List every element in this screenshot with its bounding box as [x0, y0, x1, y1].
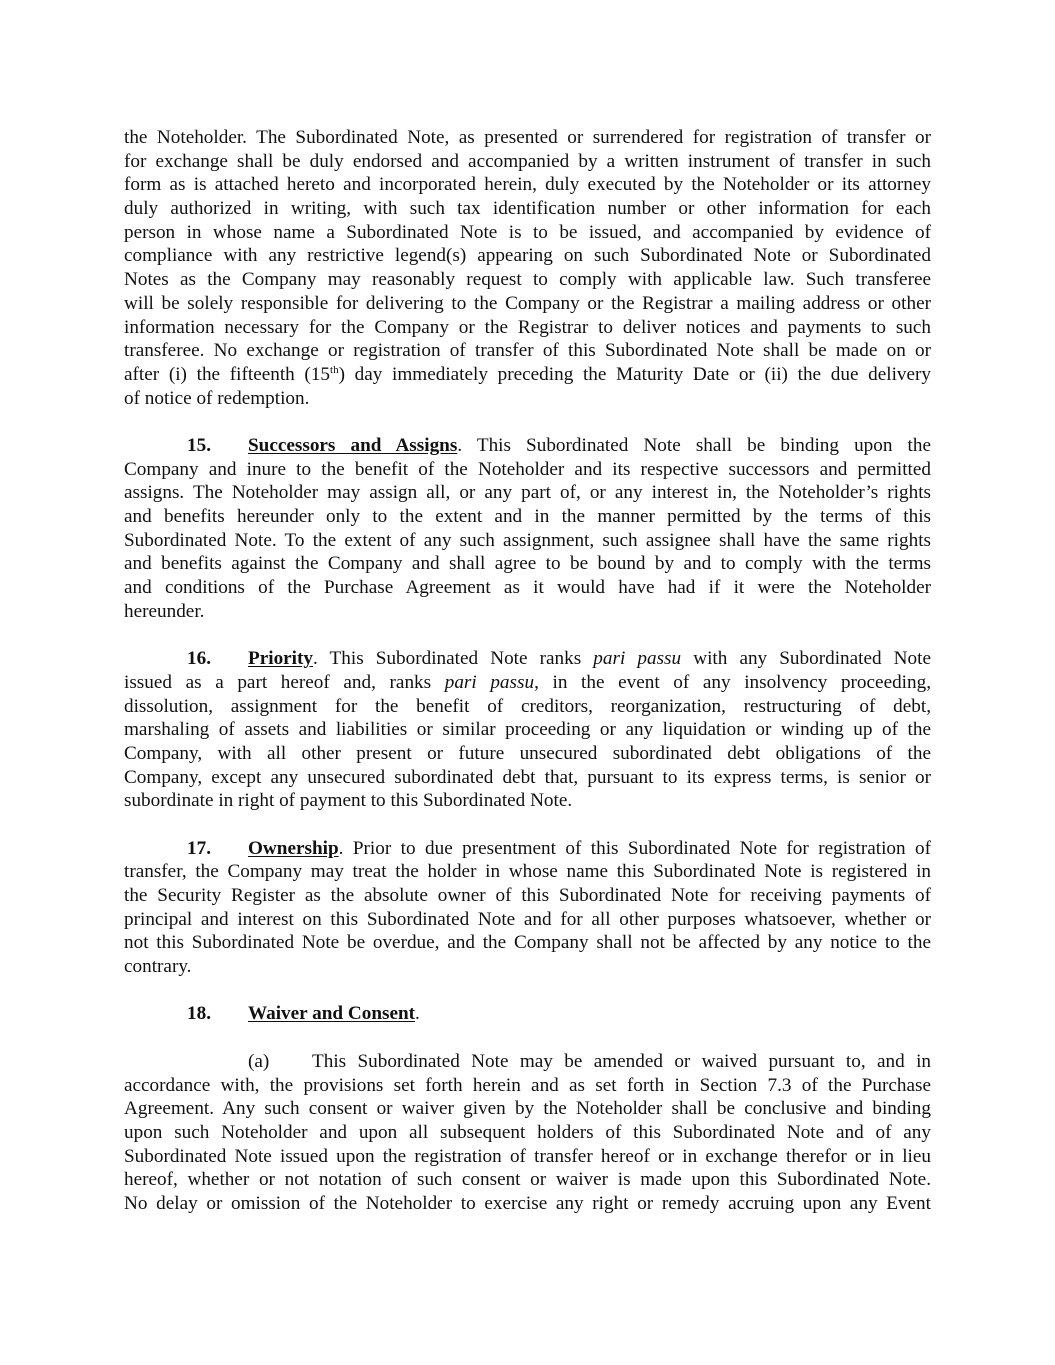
text-line: hereunder. — [124, 600, 205, 622]
text-line: upon such Noteholder and upon all subsequent holders of this Subordinated Note and of any — [124, 1121, 931, 1143]
text-fragment: . — [415, 1003, 420, 1025]
text-fragment: after (i) the fifteenth (15 — [124, 363, 331, 385]
text-line: duly authorized in writing, with such tax identification number or other information for each — [124, 198, 931, 220]
section-heading: Waiver and Consent — [248, 1003, 416, 1025]
section-18-subsection-a — [124, 1050, 931, 1216]
section-18 — [124, 1002, 931, 1026]
subsection-label: (a) — [248, 1050, 270, 1072]
italic-term: pari passu — [444, 671, 535, 693]
text-line — [124, 1002, 931, 1026]
section-heading: Ownership — [248, 837, 339, 859]
text-line: principal and interest on this Subordinated Note and for all other purposes whatsoever, whether or — [124, 908, 931, 930]
text-line: of notice of redemption. — [124, 387, 310, 409]
text-line: Company and inure to the benefit of the Noteholder and its respective successors and permitted — [124, 458, 931, 480]
text-line: for exchange shall be duly endorsed and accompanied by a written instrument of transfer in such — [124, 150, 931, 172]
text-line: the Noteholder. The Subordinated Note, as presented or surrendered for registration of transfer or — [124, 127, 931, 148]
text-fragment: issued as a part hereof and, ranks — [124, 671, 445, 693]
text-line: transferee. No exchange or registration of transfer of this Subordinated Note shall be made on or — [124, 340, 931, 362]
text-line: Company, except any unsecured subordinated debt that, pursuant to its express terms, is senior or — [124, 766, 931, 788]
text-line — [124, 837, 931, 861]
text-line: form as is attached hereto and incorporated herein, duly executed by the Noteholder or its attorney — [124, 174, 931, 196]
text-line: and benefits against the Company and shall agree to be bound by and to comply with the terms — [124, 553, 931, 575]
text-line — [124, 434, 931, 458]
text-fragment: . Prior to due presentment of this Subordinated Note for registration of — [338, 837, 931, 859]
document-page — [124, 126, 931, 1239]
text-line: and conditions of the Purchase Agreement as it would have had if it were the Noteholder — [124, 577, 931, 599]
text-line: Agreement. Any such consent or waiver given by the Noteholder shall be conclusive and binding — [124, 1098, 931, 1120]
text-fragment: , in the event of any insolvency proceeding, — [534, 671, 931, 693]
text-line: transfer, the Company may treat the holder in whose name this Subordinated Note is registered in — [124, 861, 931, 883]
text-line — [124, 1050, 931, 1074]
section-heading: Priority — [248, 648, 313, 670]
text-fragment: . This Subordinated Note shall be binding upon the — [457, 434, 931, 456]
section-heading: Successors and Assigns — [248, 434, 458, 456]
text-line: assigns. The Noteholder may assign all, or any part of, or any interest in, the Noteholder’s rights — [124, 482, 931, 504]
section-number: 17. — [187, 837, 211, 859]
section-15 — [124, 434, 931, 624]
text-line: not this Subordinated Note be overdue, and the Company shall not be affected by any notice to the — [124, 932, 931, 954]
text-fragment: . This Subordinated Note ranks — [313, 648, 594, 670]
section-number: 18. — [187, 1003, 211, 1025]
text-line — [124, 671, 931, 695]
text-line: and benefits hereunder only to the extent and in the manner permitted by the terms of this — [124, 506, 931, 527]
text-line: person in whose name a Subordinated Note is to be issued, and accompanied by evidence of — [124, 221, 931, 243]
ordinal-superscript: th — [330, 363, 339, 376]
text-fragment: This Subordinated Note may be amended or waived pursuant to, and in — [312, 1050, 931, 1072]
text-line: compliance with any restrictive legend(s) appearing on such Subordinated Note or Subordinated — [124, 245, 931, 267]
text-line — [124, 647, 931, 671]
section-number: 15. — [187, 434, 211, 456]
text-line: information necessary for the Company or the Registrar to deliver notices and payments to such — [124, 316, 931, 338]
text-line: subordinate in right of payment to this Subordinated Note. — [124, 790, 573, 812]
continuation-paragraph — [124, 126, 931, 410]
text-line: marshaling of assets and liabilities or similar proceeding or any liquidation or winding up of the — [124, 719, 931, 741]
text-fragment: with any Subordinated Note — [681, 648, 931, 670]
text-line: dissolution, assignment for the benefit of creditors, reorganization, restructuring of debt, — [124, 695, 931, 717]
text-line: No delay or omission of the Noteholder to exercise any right or remedy accruing upon any Event — [124, 1192, 931, 1214]
section-16 — [124, 647, 931, 813]
text-line: will be solely responsible for delivering to the Company or the Registrar a mailing address or other — [124, 292, 931, 314]
text-line: accordance with, the provisions set forth herein and as set forth in Section 7.3 of the Purchase — [124, 1074, 931, 1096]
text-line: Notes as the Company may reasonably request to comply with applicable law. Such transferee — [124, 269, 931, 291]
italic-term: pari passu — [593, 648, 682, 670]
text-line: Subordinated Note issued upon the registration of transfer hereof or in exchange therefor or in lieu — [124, 1145, 931, 1167]
text-line: Subordinated Note. To the extent of any such assignment, such assignee shall have the same rights — [124, 529, 931, 551]
text-line — [124, 363, 931, 387]
text-line: contrary. — [124, 956, 192, 978]
section-17 — [124, 837, 931, 979]
text-line: hereof, whether or not notation of such consent or waiver is made upon this Subordinated Note. — [124, 1169, 931, 1191]
text-line: Company, with all other present or future unsecured subordinated debt obligations of the — [124, 742, 931, 764]
text-fragment: ) day immediately preceding the Maturity Date or (ii) the due delivery — [338, 363, 932, 385]
section-number: 16. — [187, 648, 211, 670]
text-line: the Security Register as the absolute owner of this Subordinated Note for receiving payments of — [124, 885, 931, 906]
